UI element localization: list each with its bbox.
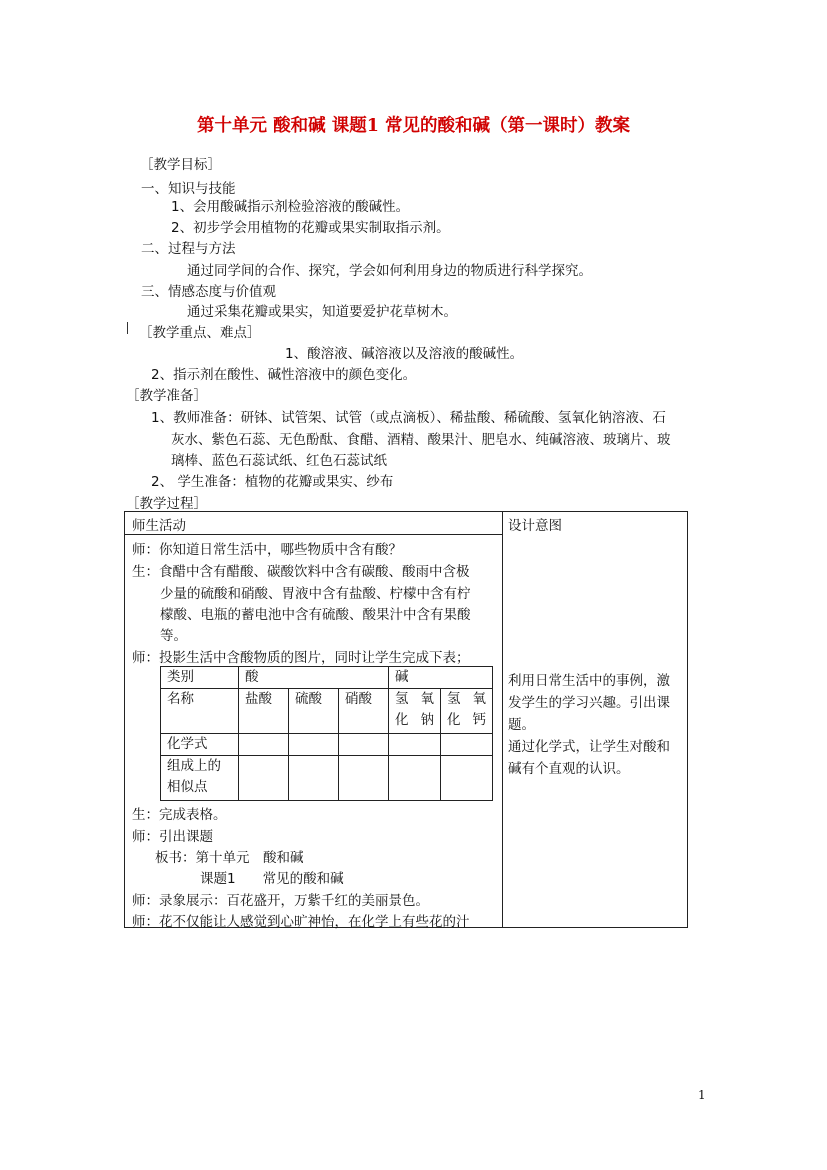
- knowledge-item-1: 1、会用酸碱指示剂检验溶液的酸碱性。: [171, 199, 410, 215]
- process-method-heading: 二、过程与方法: [141, 241, 236, 257]
- cell-name: 氢氧化钙: [441, 689, 493, 734]
- design-line: 发学生的学习兴趣。引出课: [508, 695, 670, 711]
- cell-empty: [441, 734, 493, 756]
- emotion-heading: 三、情感态度与价值观: [141, 284, 276, 300]
- activity-line: 生：完成表格。: [132, 807, 227, 823]
- margin-mark: [127, 322, 128, 334]
- activity-line: 师：花不仅能让人感觉到心旷神怡，在化学上有些花的汁: [132, 914, 470, 930]
- process-method-text: 通过同学间的合作、探究，学会如何利用身边的物质进行科学探究。: [187, 263, 592, 279]
- emotion-text: 通过采集花瓣或果实，知道要爱护花草树木。: [187, 304, 457, 320]
- key-point-2: 2、指示剂在酸性、碱性溶液中的颜色变化。: [151, 367, 417, 383]
- design-line: 题。: [508, 717, 535, 733]
- cell-acid-header: 酸: [239, 667, 389, 689]
- activity-line: 生：食醋中含有醋酸、碳酸饮料中含有碳酸、酸雨中含极: [132, 564, 470, 580]
- cell-name: 盐酸: [239, 689, 289, 734]
- key-points-heading: ［教学重点、难点］: [139, 325, 261, 341]
- cell-empty: [339, 756, 389, 801]
- cell-name: 氢氧化钠: [389, 689, 441, 734]
- teacher-prep-line-2: 灰水、紫色石蕊、无色酚酞、食醋、酒精、酸果汁、肥皂水、纯碱溶液、玻璃片、玻: [171, 432, 671, 448]
- cell-empty: [389, 756, 441, 801]
- cell-name: 硫酸: [289, 689, 339, 734]
- cell-empty: [389, 734, 441, 756]
- cell-base-header: 碱: [389, 667, 493, 689]
- knowledge-heading: 一、知识与技能: [141, 181, 236, 197]
- column-header-design: 设计意图: [508, 518, 562, 534]
- cell-empty: [441, 756, 493, 801]
- cell-similarity-label: 组成上的相似点: [161, 756, 239, 801]
- design-line: 通过化学式，让学生对酸和: [508, 739, 670, 755]
- cell-type-label: 类别: [161, 667, 239, 689]
- acid-base-table: [160, 666, 493, 801]
- cell-empty: [239, 756, 289, 801]
- cell-empty: [339, 734, 389, 756]
- cell-empty: [289, 734, 339, 756]
- activity-line: 檬酸、电瓶的蓄电池中含有硫酸、酸果汁中含有果酸: [160, 607, 471, 623]
- key-point-1: 1、酸溶液、碱溶液以及溶液的酸碱性。: [285, 346, 524, 362]
- activity-line: 少量的硫酸和硝酸、胃液中含有盐酸、柠檬中含有柠: [160, 586, 471, 602]
- activity-line: 师：录象展示：百花盛开，万紫千红的美丽景色。: [132, 893, 429, 909]
- teacher-prep-line-3: 璃棒、蓝色石蕊试纸、红色石蕊试纸: [171, 453, 387, 469]
- activity-line: 师：你知道日常生活中，哪些物质中含有酸？: [132, 542, 402, 558]
- activity-line: 师：投影生活中含酸物质的图片，同时让学生完成下表；: [132, 650, 470, 666]
- activity-line: 课题1 常见的酸和碱: [200, 871, 344, 887]
- header-divider: [125, 534, 502, 535]
- activity-line: 师：引出课题: [132, 829, 213, 845]
- column-header-activity: 师生活动: [132, 518, 186, 534]
- cell-empty: [289, 756, 339, 801]
- process-heading: ［教学过程］: [126, 496, 207, 512]
- preparation-heading: ［教学准备］: [126, 388, 207, 404]
- page-title: 第十单元 酸和碱 课题1 常见的酸和碱（第一课时）教案: [197, 116, 630, 136]
- knowledge-item-2: 2、初步学会用植物的花瓣或果实制取指示剂。: [171, 220, 450, 236]
- teacher-prep-line-1: 1、教师准备：研钵、试管架、试管（或点滴板）、稀盐酸、稀硫酸、氢氧化钠溶液、石: [151, 410, 666, 426]
- column-divider: [502, 512, 503, 927]
- design-line: 利用日常生活中的事例，激: [508, 673, 670, 689]
- objectives-heading: ［教学目标］: [140, 157, 221, 173]
- activity-line: 板书：第十单元 酸和碱: [155, 850, 304, 866]
- student-prep: 2、 学生准备：植物的花瓣或果实、纱布: [151, 474, 394, 490]
- cell-name: 硝酸: [339, 689, 389, 734]
- cell-formula-label: 化学式: [161, 734, 239, 756]
- cell-empty: [239, 734, 289, 756]
- page-number: 1: [698, 1088, 706, 1102]
- cell-name-label: 名称: [161, 689, 239, 734]
- activity-line: 等。: [160, 628, 187, 644]
- design-line: 碱有个直观的认识。: [508, 761, 630, 777]
